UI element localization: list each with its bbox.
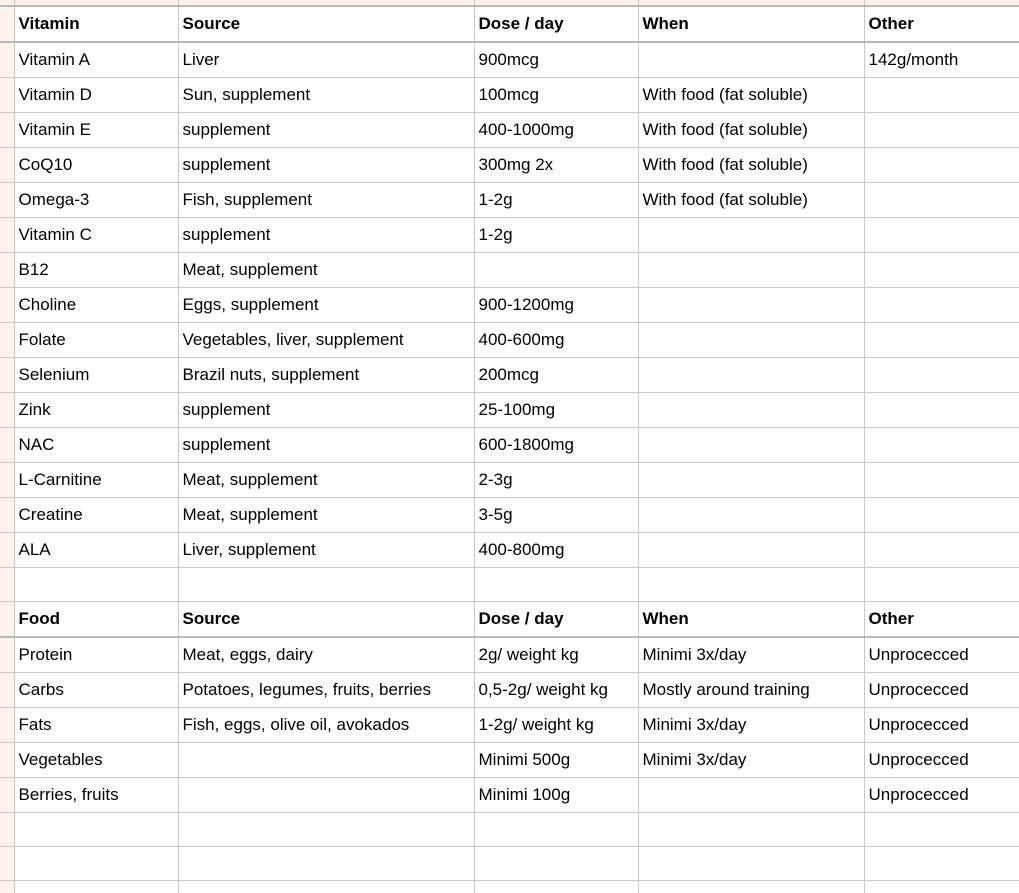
table-row xyxy=(0,743,1019,778)
row-gutter[interactable] xyxy=(0,288,14,323)
table-cell[interactable]: Liver xyxy=(178,42,474,78)
table-cell[interactable]: Brazil nuts, supplement xyxy=(178,358,474,393)
table-cell[interactable]: Meat, supplement xyxy=(178,463,474,498)
table-cell[interactable]: NAC xyxy=(14,428,178,463)
table-cell[interactable] xyxy=(864,288,1019,323)
table-cell[interactable] xyxy=(864,393,1019,428)
column-header-cell[interactable]: Source xyxy=(178,602,474,638)
table-cell[interactable]: Vitamin D xyxy=(14,78,178,113)
clipped-bottom-row xyxy=(0,881,1019,893)
table-cell[interactable] xyxy=(638,533,864,568)
row-gutter[interactable] xyxy=(0,533,14,568)
table-row xyxy=(0,358,1019,393)
table-cell[interactable]: 900mcg xyxy=(474,42,638,78)
empty-cell[interactable] xyxy=(864,881,1019,893)
table-cell[interactable]: supplement xyxy=(178,428,474,463)
table-cell[interactable]: Unprocecced xyxy=(864,778,1019,813)
table-cell[interactable] xyxy=(638,288,864,323)
column-header-cell[interactable]: Vitamin xyxy=(14,6,178,42)
empty-cell[interactable] xyxy=(14,568,178,602)
table-cell[interactable]: Minimi 3x/day xyxy=(638,743,864,778)
table-row xyxy=(0,498,1019,533)
table-cell[interactable] xyxy=(638,393,864,428)
row-gutter[interactable] xyxy=(0,847,14,881)
table-cell[interactable]: 400-1000mg xyxy=(474,113,638,148)
table-row xyxy=(0,253,1019,288)
table-cell[interactable]: Minimi 3x/day xyxy=(638,708,864,743)
table-cell[interactable]: Vegetables xyxy=(14,743,178,778)
table-cell[interactable]: 2g/ weight kg xyxy=(474,637,638,673)
table-row xyxy=(0,778,1019,813)
empty-cell[interactable] xyxy=(14,881,178,893)
table-cell[interactable] xyxy=(864,463,1019,498)
table-cell[interactable]: 1-2g/ weight kg xyxy=(474,708,638,743)
empty-cell[interactable] xyxy=(474,881,638,893)
column-header-cell[interactable]: Dose / day xyxy=(474,602,638,638)
table-cell[interactable]: 200mcg xyxy=(474,358,638,393)
table-cell[interactable]: 1-2g xyxy=(474,218,638,253)
table-row xyxy=(0,218,1019,253)
row-gutter[interactable] xyxy=(0,358,14,393)
table-cell[interactable]: Minimi 500g xyxy=(474,743,638,778)
empty-cell[interactable] xyxy=(864,847,1019,881)
empty-cell[interactable] xyxy=(638,847,864,881)
table-cell[interactable] xyxy=(178,743,474,778)
table-cell[interactable]: Choline xyxy=(14,288,178,323)
table-cell[interactable] xyxy=(638,253,864,288)
empty-cell[interactable] xyxy=(638,881,864,893)
table-cell[interactable]: With food (fat soluble) xyxy=(638,148,864,183)
table-cell[interactable]: Fish, eggs, olive oil, avokados xyxy=(178,708,474,743)
table-row xyxy=(0,463,1019,498)
table-cell[interactable]: With food (fat soluble) xyxy=(638,113,864,148)
table-row xyxy=(0,323,1019,358)
row-gutter[interactable] xyxy=(0,813,14,847)
table-cell[interactable]: Liver, supplement xyxy=(178,533,474,568)
table-cell[interactable] xyxy=(864,358,1019,393)
table-cell[interactable]: B12 xyxy=(14,253,178,288)
table-cell[interactable] xyxy=(638,358,864,393)
table-cell[interactable]: 1-2g xyxy=(474,183,638,218)
table-row xyxy=(0,393,1019,428)
row-gutter[interactable] xyxy=(0,637,14,673)
table-row xyxy=(0,288,1019,323)
row-gutter[interactable] xyxy=(0,568,14,602)
table-cell[interactable]: 400-600mg xyxy=(474,323,638,358)
table-cell[interactable]: supplement xyxy=(178,218,474,253)
row-gutter[interactable] xyxy=(0,148,14,183)
table-cell[interactable]: 142g/month xyxy=(864,42,1019,78)
table-cell[interactable]: Fish, supplement xyxy=(178,183,474,218)
table-cell[interactable] xyxy=(864,323,1019,358)
row-gutter[interactable] xyxy=(0,323,14,358)
table-cell[interactable]: 400-800mg xyxy=(474,533,638,568)
table-cell[interactable] xyxy=(864,498,1019,533)
table-cell[interactable] xyxy=(864,113,1019,148)
table-cell[interactable]: Unprocecced xyxy=(864,637,1019,673)
empty-cell[interactable] xyxy=(474,847,638,881)
table-row xyxy=(0,673,1019,708)
row-gutter[interactable] xyxy=(0,673,14,708)
table-cell[interactable] xyxy=(178,778,474,813)
table-cell[interactable]: Creatine xyxy=(14,498,178,533)
table-cell[interactable]: ALA xyxy=(14,533,178,568)
empty-cell[interactable] xyxy=(474,813,638,847)
table-cell[interactable] xyxy=(864,148,1019,183)
row-gutter[interactable] xyxy=(0,393,14,428)
table-cell[interactable] xyxy=(638,498,864,533)
empty-cell[interactable] xyxy=(638,568,864,602)
empty-cell[interactable] xyxy=(638,813,864,847)
empty-cell[interactable] xyxy=(864,813,1019,847)
table-cell[interactable]: Minimi 100g xyxy=(474,778,638,813)
table-cell[interactable]: Fats xyxy=(14,708,178,743)
table-cell[interactable]: Berries, fruits xyxy=(14,778,178,813)
column-header-cell[interactable]: When xyxy=(638,602,864,638)
table-cell[interactable]: Meat, supplement xyxy=(178,498,474,533)
table-row xyxy=(0,708,1019,743)
empty-cell[interactable] xyxy=(178,813,474,847)
row-gutter[interactable] xyxy=(0,428,14,463)
row-gutter[interactable] xyxy=(0,78,14,113)
table-cell[interactable]: L-Carnitine xyxy=(14,463,178,498)
table-cell[interactable]: Unprocecced xyxy=(864,708,1019,743)
table-cell[interactable]: 300mg 2x xyxy=(474,148,638,183)
row-gutter[interactable] xyxy=(0,602,14,638)
table-cell[interactable]: With food (fat soluble) xyxy=(638,183,864,218)
row-gutter[interactable] xyxy=(0,498,14,533)
table-cell[interactable]: Mostly around training xyxy=(638,673,864,708)
table-cell[interactable] xyxy=(638,218,864,253)
empty-cell[interactable] xyxy=(474,568,638,602)
table-cell[interactable] xyxy=(638,463,864,498)
table-cell[interactable]: Unprocecced xyxy=(864,743,1019,778)
table-cell[interactable]: Zink xyxy=(14,393,178,428)
table-row xyxy=(0,42,1019,78)
row-gutter[interactable] xyxy=(0,218,14,253)
table-cell[interactable] xyxy=(638,323,864,358)
table-cell[interactable]: With food (fat soluble) xyxy=(638,78,864,113)
row-gutter[interactable] xyxy=(0,183,14,218)
table-cell[interactable]: Vitamin E xyxy=(14,113,178,148)
table-cell[interactable]: 25-100mg xyxy=(474,393,638,428)
column-header-cell[interactable]: Other xyxy=(864,6,1019,42)
table-cell[interactable]: Vitamin C xyxy=(14,218,178,253)
table-cell[interactable]: Unprocecced xyxy=(864,673,1019,708)
table-cell[interactable]: Protein xyxy=(14,637,178,673)
row-gutter[interactable] xyxy=(0,708,14,743)
table-cell[interactable] xyxy=(864,183,1019,218)
row-gutter[interactable] xyxy=(0,463,14,498)
table-row xyxy=(0,533,1019,568)
header-row-supplements xyxy=(0,6,1019,42)
column-header-cell[interactable]: When xyxy=(638,6,864,42)
table-cell[interactable]: CoQ10 xyxy=(14,148,178,183)
row-gutter[interactable] xyxy=(0,113,14,148)
table-cell[interactable]: Folate xyxy=(14,323,178,358)
table-cell[interactable] xyxy=(864,533,1019,568)
table-row xyxy=(0,113,1019,148)
table-cell[interactable] xyxy=(638,778,864,813)
table-row xyxy=(0,148,1019,183)
table-cell[interactable]: Meat, eggs, dairy xyxy=(178,637,474,673)
column-header-cell[interactable]: Other xyxy=(864,602,1019,638)
table-cell[interactable]: Selenium xyxy=(14,358,178,393)
column-header-cell[interactable]: Source xyxy=(178,6,474,42)
table-cell[interactable] xyxy=(864,78,1019,113)
table-cell[interactable] xyxy=(638,428,864,463)
row-gutter[interactable] xyxy=(0,253,14,288)
row-gutter[interactable] xyxy=(0,6,14,42)
empty-cell[interactable] xyxy=(178,881,474,893)
row-gutter[interactable] xyxy=(0,42,14,78)
table-row xyxy=(0,78,1019,113)
table-cell[interactable]: 900-1200mg xyxy=(474,288,638,323)
table-cell[interactable] xyxy=(864,428,1019,463)
table-cell[interactable]: supplement xyxy=(178,393,474,428)
row-gutter[interactable] xyxy=(0,881,14,893)
empty-cell[interactable] xyxy=(178,847,474,881)
table-cell[interactable] xyxy=(864,218,1019,253)
header-row-food xyxy=(0,602,1019,638)
table-cell[interactable]: Sun, supplement xyxy=(178,78,474,113)
table-cell[interactable]: Vegetables, liver, supplement xyxy=(178,323,474,358)
empty-cell[interactable] xyxy=(14,847,178,881)
table-row xyxy=(0,428,1019,463)
table-cell[interactable]: Carbs xyxy=(14,673,178,708)
table-cell[interactable] xyxy=(474,253,638,288)
table-cell[interactable]: Vitamin A xyxy=(14,42,178,78)
empty-row xyxy=(0,847,1019,881)
table-cell[interactable]: 600-1800mg xyxy=(474,428,638,463)
table-cell[interactable]: supplement xyxy=(178,113,474,148)
table-cell[interactable] xyxy=(864,253,1019,288)
table-cell[interactable]: 100mcg xyxy=(474,78,638,113)
table-cell[interactable]: Omega-3 xyxy=(14,183,178,218)
table-cell[interactable]: supplement xyxy=(178,148,474,183)
table-cell[interactable]: Meat, supplement xyxy=(178,253,474,288)
table-cell[interactable]: Minimi 3x/day xyxy=(638,637,864,673)
column-header-cell[interactable]: Food xyxy=(14,602,178,638)
row-gutter[interactable] xyxy=(0,778,14,813)
table-row xyxy=(0,637,1019,673)
empty-row xyxy=(0,813,1019,847)
row-gutter[interactable] xyxy=(0,743,14,778)
table-cell[interactable]: 2-3g xyxy=(474,463,638,498)
table-cell[interactable]: 3-5g xyxy=(474,498,638,533)
table-cell[interactable]: Eggs, supplement xyxy=(178,288,474,323)
empty-cell[interactable] xyxy=(864,568,1019,602)
table-cell[interactable]: 0,5-2g/ weight kg xyxy=(474,673,638,708)
spacer-row xyxy=(0,568,1019,602)
table-cell[interactable] xyxy=(638,42,864,78)
table-cell[interactable]: Potatoes, legumes, fruits, berries xyxy=(178,673,474,708)
empty-cell[interactable] xyxy=(14,813,178,847)
table-row xyxy=(0,183,1019,218)
empty-cell[interactable] xyxy=(178,568,474,602)
column-header-cell[interactable]: Dose / day xyxy=(474,6,638,42)
